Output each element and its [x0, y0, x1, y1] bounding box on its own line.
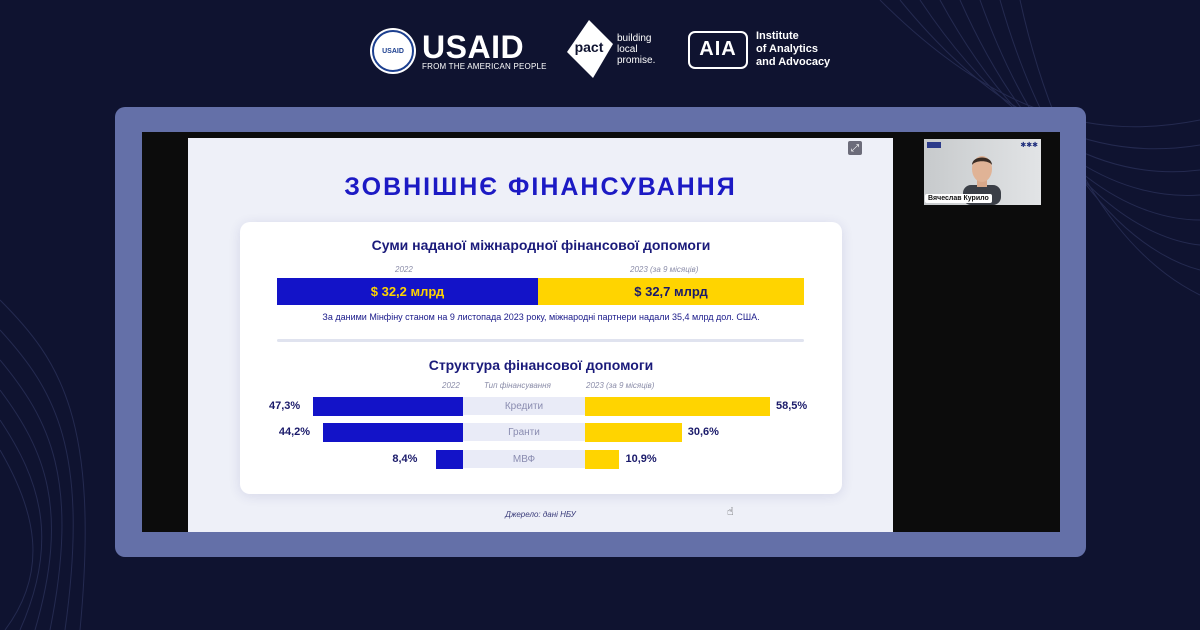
usaid-name: USAID [422, 28, 525, 65]
category-label-3: МВФ [463, 450, 585, 468]
aia-logo [688, 30, 830, 69]
pact-logo [563, 18, 655, 80]
bar-2023-3 [585, 450, 619, 469]
value-2023-2: 30,6% [687, 426, 719, 438]
total-2023-bar: $ 32,7 млрд [538, 278, 804, 305]
expand-icon[interactable]: ⤢ [848, 141, 862, 155]
header-2023: 2023 (за 9 місяців) [586, 381, 655, 390]
usaid-tagline: FROM THE AMERICAN PEOPLE [422, 61, 547, 71]
header-2022: 2022 [442, 381, 460, 390]
participant-name: Вячеслав Курило [925, 194, 992, 203]
svg-text:pact: pact [574, 39, 604, 55]
partner-logos [0, 18, 1200, 88]
section1-title: Суми наданої міжнародної фінансової допомоги [371, 237, 711, 253]
aia-small-logo-icon [927, 142, 941, 148]
bar-2022-1 [313, 397, 463, 416]
header-type: Тип фінансування [484, 381, 551, 390]
total-2022-bar: $ 32,2 млрд [277, 278, 538, 305]
participant-video-tile[interactable] [924, 139, 1041, 205]
bar-2022-3 [436, 450, 463, 469]
usaid-seal-icon: USAID [370, 28, 416, 74]
pact-tagline-2: local [617, 43, 638, 55]
source-note: Джерело: дані НБУ [505, 510, 576, 519]
value-2022-3: 8,4% [392, 453, 418, 465]
slide-title: ЗОВНІШНЄ ФІНАНСУВАННЯ [344, 173, 737, 201]
section2-title: Структура фінансової допомоги [428, 357, 654, 373]
note-text: За даними Мінфіну станом на 9 листопада 2023 року, міжнародні партнери надали 35,4 млрд дол. США. [322, 312, 760, 322]
value-2022-1: 47,3% [269, 400, 301, 412]
bar-2022-2 [323, 423, 463, 442]
aia-mark: AIA [688, 31, 748, 69]
aia-line-1: Institute [756, 30, 799, 42]
pact-mark-icon [563, 18, 615, 80]
bar-2023-1 [585, 397, 770, 416]
usaid-logo [370, 28, 547, 74]
aia-line-3: and Advocacy [756, 56, 831, 68]
category-label-1: Кредити [463, 397, 585, 415]
value-2023-1: 58,5% [776, 400, 808, 412]
hand-cursor-icon: ☝ [727, 506, 734, 518]
value-2023-3: 10,9% [625, 453, 657, 465]
value-2022-2: 44,2% [278, 426, 311, 438]
label-2022: 2022 [395, 265, 413, 274]
bar-2023-2 [585, 423, 682, 442]
pact-tagline-3: promise. [617, 54, 656, 66]
aia-line-2: of Analytics [756, 43, 818, 55]
partner-icons: ✱✱✱ [1020, 142, 1038, 149]
category-label-2: Гранти [463, 423, 585, 441]
divider [277, 339, 804, 342]
label-2023: 2023 (за 9 місяців) [630, 265, 699, 274]
pact-tagline-1: building [617, 32, 652, 44]
